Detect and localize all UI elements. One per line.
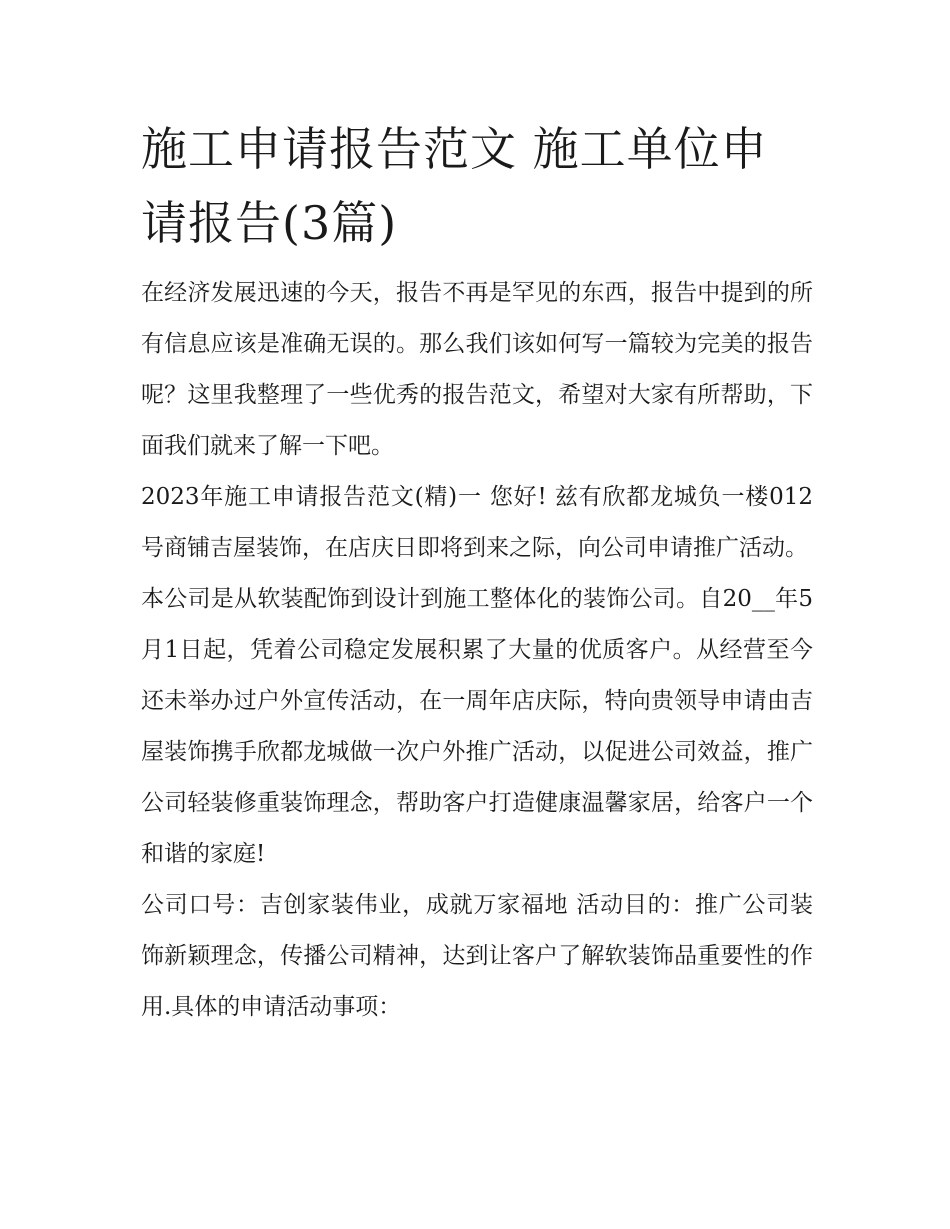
document-title: 施工申请报告范文 施工单位申请报告(3篇) [141,122,768,250]
paragraph-slogan: 公司口号：吉创家装伟业，成就万家福地 活动目的：推广公司装饰新颖理念，传播公司精神，达到让客户了解软装饰品重要性的作用.具体的申请活动事项： [141,892,813,1020]
paragraph-greeting: 2023年施工申请报告范文(精)一 您好! 兹有欣都龙城负一楼012号商铺吉屋装饰，在店庆日即将到来之际，向公司申请推广活动。 [141,484,813,561]
document-page [141,112,813,1033]
paragraph-company: 本公司是从软装配饰到设计到施工整体化的装饰公司。自20__年5月1日起，凭着公司稳定发展积累了大量的优质客户。从经营至今还未举办过户外宣传活动，在一周年店庆际，特向贵领导申请由吉屋装饰携手欣都龙城做一次户外推广活动，以促进公司效益，推广公司轻装修重装饰理念，帮助客户打造健康温馨家居，给客户一个和谐的家庭! [141,586,813,867]
paragraph-intro: 在经济发展迅速的今天，报告不再是罕见的东西，报告中提到的所有信息应该是准确无误的。那么我们该如何写一篇较为完美的报告呢？这里我整理了一些优秀的报告范文，希望对大家有所帮助，下面我们就来了解一下吧。 [141,280,813,459]
